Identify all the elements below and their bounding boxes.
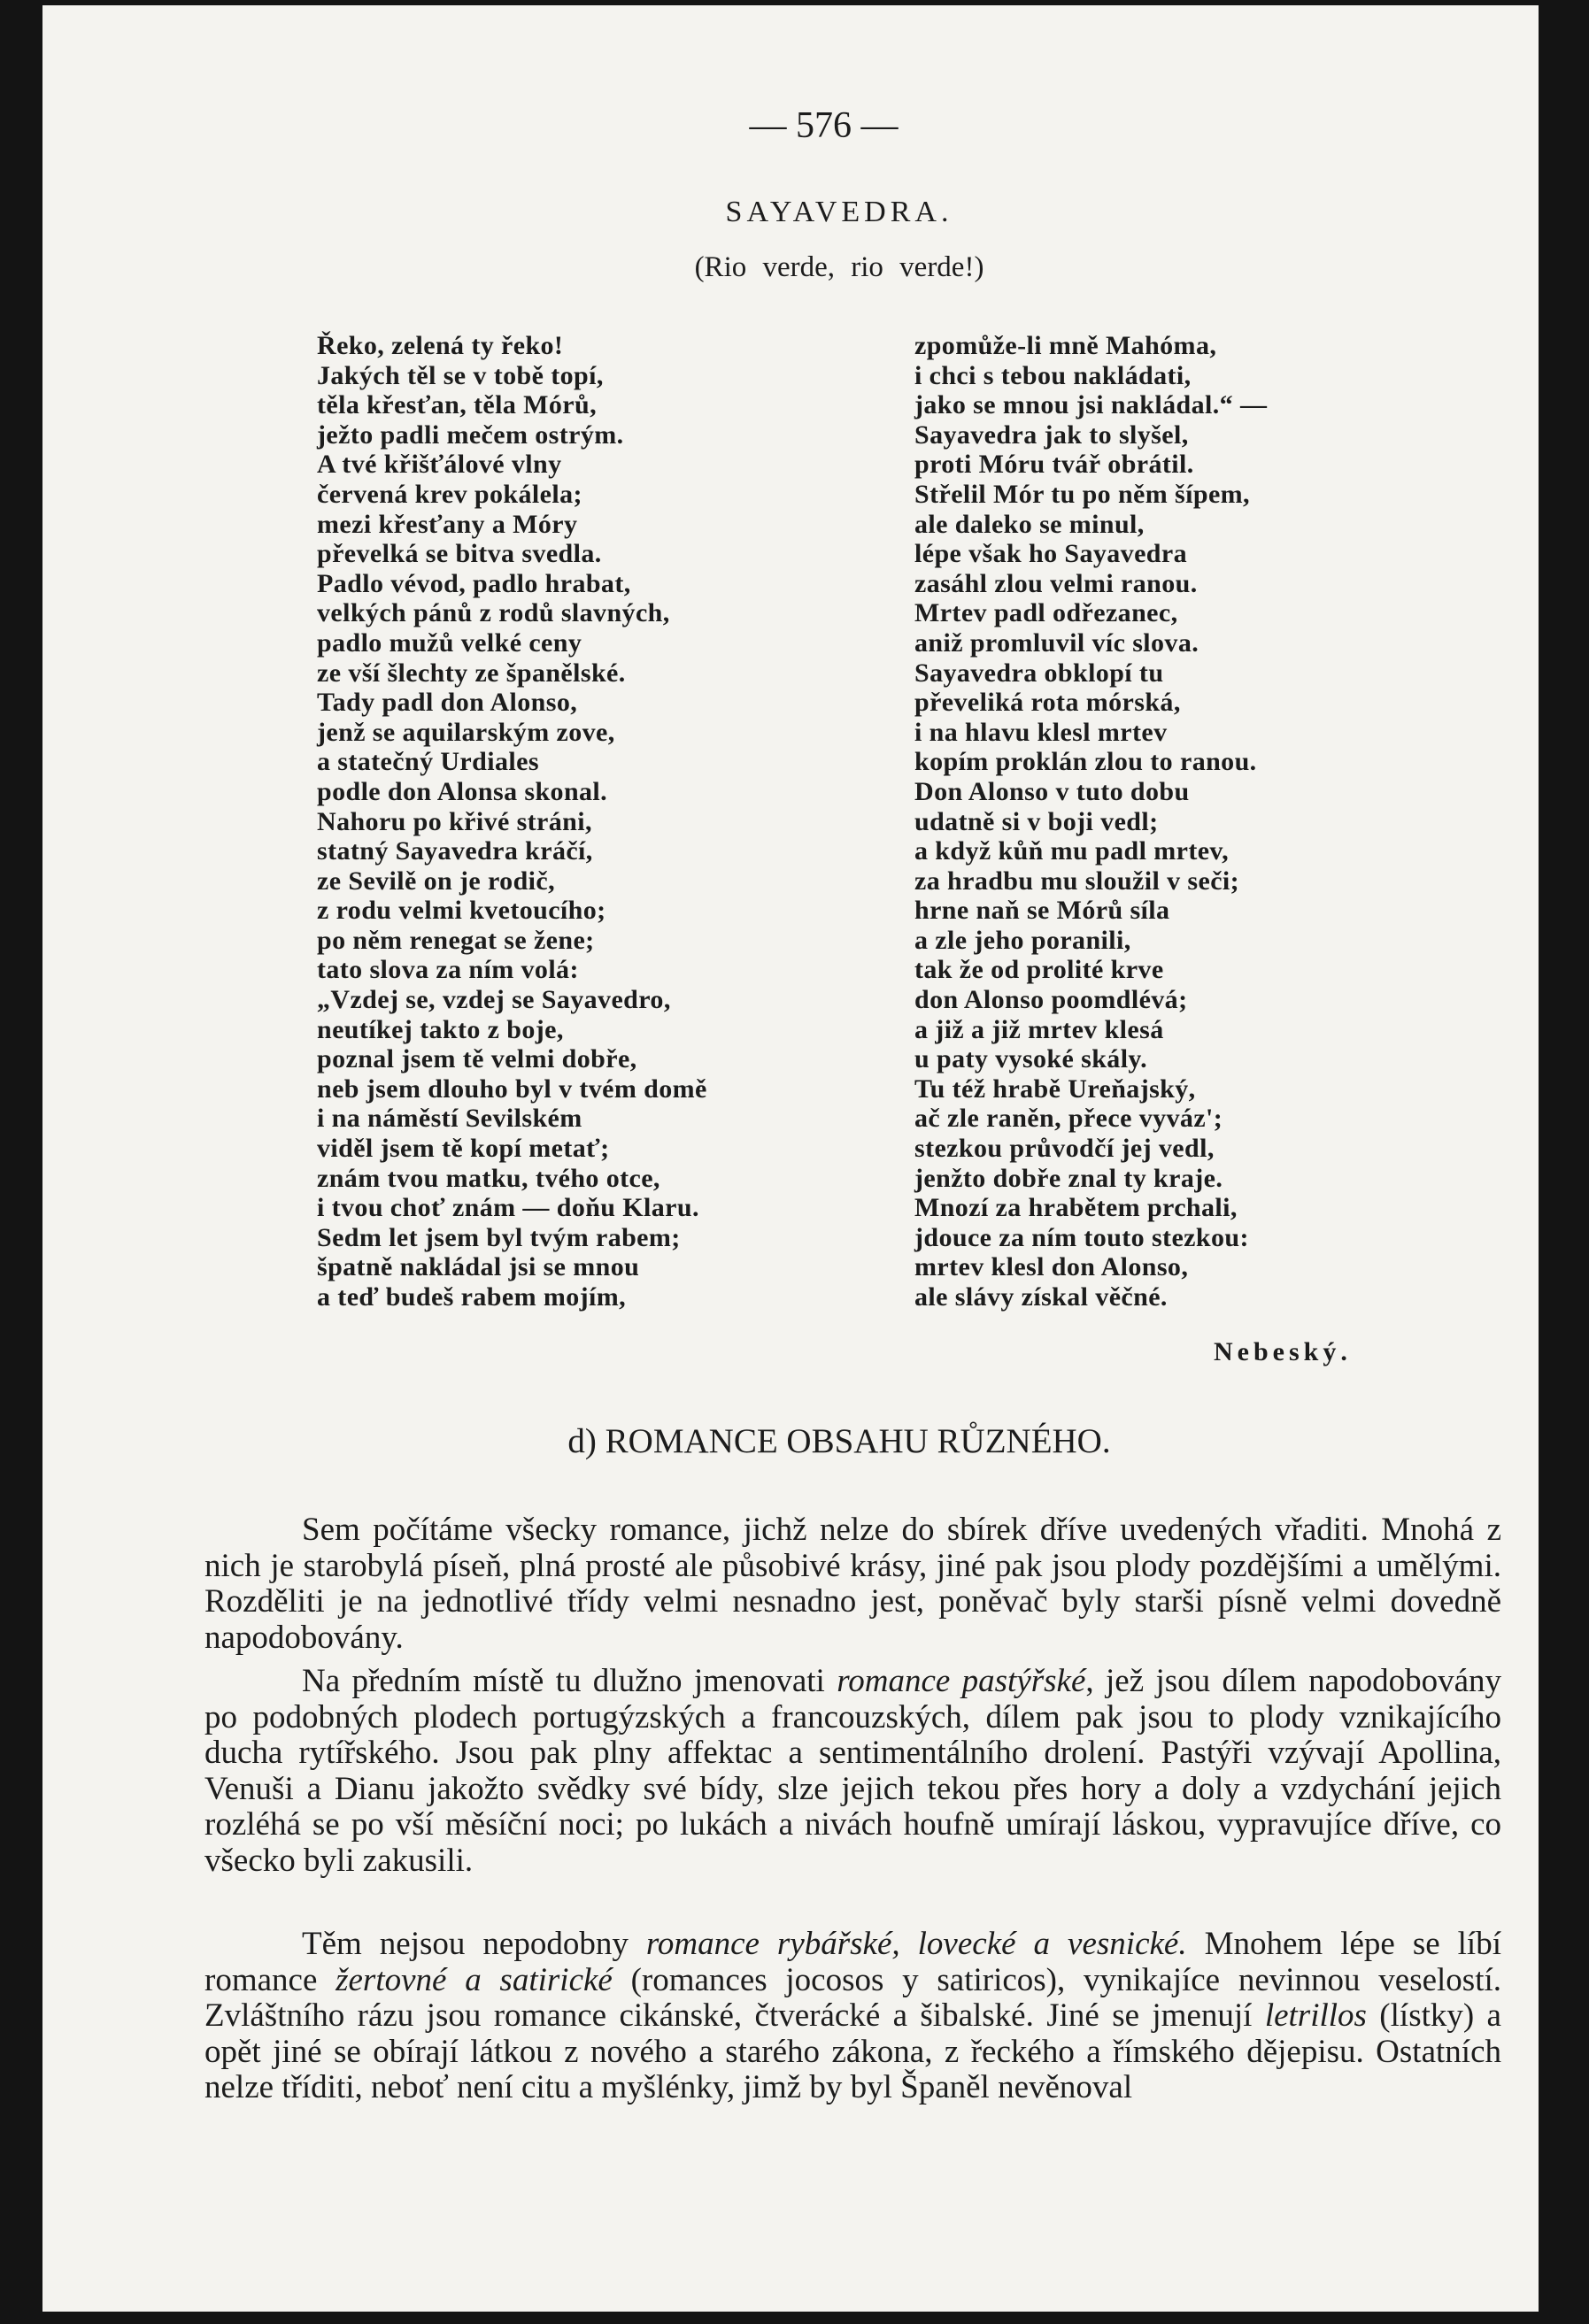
poem-line: Don Alonso v tuto dobu <box>914 776 1190 806</box>
italic-term: letrillos <box>1264 1997 1367 2034</box>
poem-line: ale slávy získal věčné. <box>914 1282 1168 1312</box>
poem-line: jdouce za ním touto stezkou: <box>914 1222 1249 1252</box>
poem-line: proti Móru tvář obrátil. <box>914 450 1194 480</box>
poem-line: Jakých těl se v tobě topí, <box>317 360 604 390</box>
poem-line: i na náměstí Sevilském <box>317 1104 582 1134</box>
poem-line: a statečný Urdiales <box>317 747 539 777</box>
poem-line: zpomůže-li mně Mahóma, <box>914 331 1217 360</box>
poem-line: don Alonso poomdlévá; <box>914 985 1188 1015</box>
poem-line: převelká se bitva svedla. <box>317 539 602 569</box>
poem-line: ač zle raněn, přece vyváz'; <box>914 1104 1223 1134</box>
poem-line: udatně si v boji vedl; <box>914 806 1159 836</box>
poem-line: zasáhl zlou velmi ranou. <box>914 568 1198 598</box>
poem-line: jenžto dobře znal ty kraje. <box>914 1163 1223 1193</box>
poem-line: Mnozí za hrabětem prchali, <box>914 1193 1238 1223</box>
poem-line: ze Sevilě on je rodič, <box>317 866 556 896</box>
poem-line: tak že od prolité krve <box>914 955 1164 985</box>
paragraph-text: Sem počítáme všecky romance, jichž nelze do sbírek dříve uvedených vřaditi. Mnohá z nich je starobylá píseň, plná prosté ale působivé krásy, jiné pak jsou plody pozdějšími a umělými. Rozděliti je na jednotlivé třídy velmi nesnadno jest, poněvač byly starši písně velmi dovedně napodobovány. <box>204 1512 1501 1656</box>
poem-line: a teď budeš rabem mojím, <box>317 1282 627 1312</box>
poem-line: statný Sayavedra kráčí, <box>317 836 593 866</box>
poem-line: znám tvou matku, tvého otce, <box>317 1163 660 1193</box>
poem-line: Řeko, zelená ty řeko! <box>317 331 564 360</box>
poem-line: Mrtev padl odřezanec, <box>914 598 1178 628</box>
poem-line: Tady padl don Alonso, <box>317 688 578 718</box>
poem-line: Sedm let jsem byl tvým rabem; <box>317 1222 681 1252</box>
poem-line: Sayavedra jak to slyšel, <box>914 419 1189 450</box>
poem-line: hrne naň se Mórů síla <box>914 896 1170 926</box>
book-page <box>42 5 1539 2312</box>
poem-line: špatně nakládal jsi se mnou <box>317 1252 640 1282</box>
poem-line: kopím proklán zlou to ranou. <box>914 747 1257 777</box>
poem-line: a když kůň mu padl mrtev, <box>914 836 1230 866</box>
poem-line: „Vzdej se, vzdej se Sayavedro, <box>317 985 671 1015</box>
section-heading: d) ROMANCE OBSAHU RŮZNÉHO. <box>567 1422 1111 1460</box>
poem-line: u paty vysoké skály. <box>914 1044 1148 1074</box>
paragraph-text: (lístky) a opět jiné se obírají látkou z nového a starého zákona, z řeckého a římského dějepisu. Ostatních nelze tříditi, neboť není citu a myšlénky, jimž by byl Španěl nevěnoval <box>204 1997 1501 2105</box>
poem-line: a zle jeho poranili, <box>914 925 1131 955</box>
poem-line: podle don Alonsa skonal. <box>317 776 608 806</box>
poem-line: stezkou průvodčí jej vedl, <box>914 1134 1215 1164</box>
poem-line: červená krev pokálela; <box>317 479 582 509</box>
poem-line: těla křesťan, těla Mórů, <box>317 390 598 420</box>
poem-left-column <box>317 331 707 1312</box>
page-number: — 576 — <box>749 105 899 146</box>
poem-line: i chci s tebou nakládati, <box>914 360 1192 390</box>
paragraph-text: Na předním místě tu dlužno jmenovati <box>302 1663 837 1699</box>
poem-line: ze vší šlechty ze španělské. <box>317 658 626 688</box>
poem-line: viděl jsem tě kopí metať; <box>317 1134 610 1164</box>
poem-line: Sayavedra obklopí tu <box>914 658 1164 688</box>
poem-line: lépe však ho Sayavedra <box>914 539 1187 569</box>
poem-line: po něm renegat se žene; <box>317 925 595 955</box>
poem-line: neutíkej takto z boje, <box>317 1014 564 1044</box>
poem-line: jenž se aquilarským zove, <box>317 717 615 747</box>
poem-line: z rodu velmi kvetoucího; <box>317 896 606 926</box>
paragraph <box>204 1927 1501 2106</box>
poem-line: tato slova za ním volá: <box>317 955 579 985</box>
paragraph-text: Mnohem lépe se líbí romance <box>204 1926 1501 1998</box>
poem-line: aniž promluvil víc slova. <box>914 627 1199 658</box>
poem-line: za hradbu mu sloužil v seči; <box>914 866 1240 896</box>
author-signature: Nebeský. <box>1214 1337 1352 1366</box>
paragraph <box>204 1664 1501 1879</box>
poem-line: poznal jsem tě velmi dobře, <box>317 1044 637 1074</box>
paragraph-text: Těm nejsou nepodobny <box>302 1926 646 1962</box>
poem-subtitle: (Rio verde, rio verde!) <box>694 251 984 283</box>
poem-line: ježto padli mečem ostrým. <box>317 419 624 450</box>
italic-term: romance pastýřské <box>837 1663 1086 1699</box>
poem-line: i na hlavu klesl mrtev <box>914 717 1168 747</box>
poem-line: velkých pánů z rodů slavných, <box>317 598 670 628</box>
poem-line: padlo mužů velké ceny <box>317 627 582 658</box>
poem-line: převeliká rota mórská, <box>914 688 1181 718</box>
poem-line: ale daleko se minul, <box>914 509 1145 539</box>
poem-line: jako se mnou jsi nakládal.“ — <box>914 390 1268 420</box>
poem-line: i tvou choť znám — doňu Klaru. <box>317 1193 699 1223</box>
poem-line: mezi křesťany a Móry <box>317 509 578 539</box>
italic-term: romance rybářské, lovecké a vesnické. <box>645 1926 1187 1962</box>
poem-right-column <box>914 331 1267 1312</box>
poem-line: A tvé křišťálové vlny <box>317 450 562 480</box>
italic-term: žertovné a satirické <box>336 1961 613 1998</box>
poem-line: a již a již mrtev klesá <box>914 1014 1164 1044</box>
poem-line: Nahoru po křivé stráni, <box>317 806 592 836</box>
paragraph-text: , jež jsou dílem napodobovány po podobných plodech portugýzských a francouzských, dílem pak jsou to plody vznikajícího ducha rytířského. Jsou pak plny affektac a sentimentálního drolení. Pastýři vzývají Apollina, Venuši a Dianu jakožto svědky své bídy, slze jejich tekou přes hory a doly a vzdychání jejich rozléhá se po vší měsíční noci; po lukách a nivách houfně umírají láskou, vypravujíce dříve, co všecko byli zakusili. <box>204 1663 1501 1879</box>
poem-line: mrtev klesl don Alonso, <box>914 1252 1189 1282</box>
poem-line: Padlo vévod, padlo hrabat, <box>317 568 631 598</box>
poem-line: neb jsem dlouho byl v tvém domě <box>317 1074 707 1104</box>
paragraph-text: (romances jocosos y satiricos), vynikajíce nevinnou veselostí. Zvláštního rázu jsou romance cikánské, čtverácké a šibalské. Jiné se jmenují <box>204 1961 1501 2034</box>
paragraph <box>204 1512 1501 1656</box>
poem-line: Tu též hrabě Ureňajský, <box>914 1074 1196 1104</box>
poem-title: SAYAVEDRA. <box>725 196 953 228</box>
poem-line: Střelil Mór tu po něm šípem, <box>914 479 1250 509</box>
